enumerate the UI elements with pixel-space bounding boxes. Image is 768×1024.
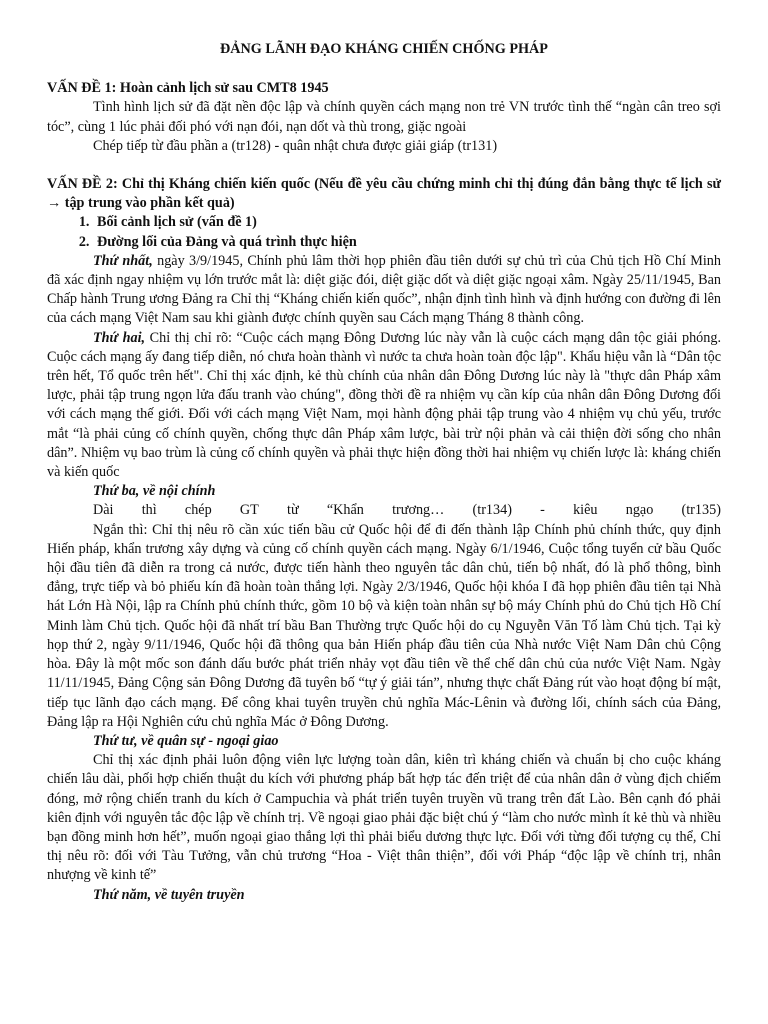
- second-point-paragraph: [47, 329, 721, 483]
- first-point-paragraph: [47, 252, 721, 329]
- fourth-point-text: Chỉ thị xác định phải luôn động viên lực lượng toàn dân, kiên trì kháng chiến và chuẩn bị cho cuộc kháng chiến lâu dài, phối hợp chiến thuật du kích với phương pháp bất hợp tác đến triệt để của nhân dân ở vùng địch chiếm đóng, mở rộng chiến tranh du kích ở Campuchia và phát triển tuyên truyền vũ trang trên đất Lào. Bên cạnh đó phải kiên định với nguyên tắc độc lập về chính trị. Về ngoại giao phải đặc biệt chú ý “làm cho nước mình ít kẻ thù và nhiều bạn đồng minh hơn hết”, muốn ngoại giao thắng lợi thì phải biểu dương thực lực. Đối với từng đối tượng cụ thể, Chỉ thị nêu rõ: đối với Tàu Tưởng, vẫn chủ trương “Hoa - Việt thân thiện”, đối với Pháp “độc lập về chính trị, nhân nhượng về kinh tế”: [47, 752, 721, 884]
- list-item: 1. Bối cảnh lịch sử (vấn đề 1): [93, 213, 721, 232]
- issue-1-heading: VẤN ĐỀ 1: Hoàn cảnh lịch sử sau CMT8 1945: [47, 80, 329, 97]
- third-point-short-text: Ngắn thì: Chỉ thị nêu rõ cần xúc tiến bầu cử Quốc hội để đi đến thành lập Chính phủ chính thức, quy định Hiến pháp, khẩn trương xây dựng và củng cố chính quyền cách mạng. Ngày 6/1/1946, Cuộc tổng tuyển cử bầu Quốc hội đầu tiên đã diễn ra trong cả nước, được tiến hành theo nguyên tắc dân chủ, tiến bộ nhất, đó là phổ thông, bình đẳng, trực tiếp và bỏ phiếu kín đã hoàn toàn thắng lợi. Ngày 2/3/1946, Quốc hội khóa I đã họp phiên đầu tiên tại Nhà hát Lớn Hà Nội, lập ra Chính phủ chính thức, gồm 10 bộ và kiện toàn nhân sự bộ máy Chính phủ do Chủ tịch Hồ Chí Minh làm Chủ tịch. Quốc hội đã nhất trí bầu Ban Thường trực Quốc hội do cụ Nguyễn Văn Tố làm Chủ tịch. Tại kỳ họp thứ 2, ngày 9/11/1946, Quốc hội đã thông qua bản Hiến pháp đầu tiên của Nhà nước Việt Nam Dân chủ Cộng hòa. Đây là một mốc son đánh dấu bước phát triển nhảy vọt đầu tiên về thể chế dân chủ của nước Việt Nam. Ngày 11/11/1945, Đảng Cộng sản Đông Dương đã tuyên bố “tự ý giải tán”, nhưng thực chất Đảng rút vào hoạt động bí mật, tiếp tục lãnh đạo cách mạng. Để công khai tuyên truyền chủ nghĩa Mác-Lênin và đường lối, chính sách của Đảng, Đảng lập ra Hội Nghiên cứu chủ nghĩa Mác ở Đông Dương.: [47, 521, 721, 730]
- note-word: trương…: [392, 502, 445, 519]
- spacer: [47, 156, 721, 175]
- note-word: -: [540, 502, 545, 519]
- issue-2-list: [47, 213, 721, 251]
- second-point-text: Chỉ thị chỉ rõ: “Cuộc cách mạng Đông Dương lúc này vẫn là cuộc cách mạng dân tộc giải phóng. Cuộc cách mạng ấy đang tiếp diễn, nó chưa hoàn thành vì nước ta chưa hoàn toàn độc lập". Khẩu hiệu vẫn là “Dân tộc trên hết, Tổ quốc trên hết". Chỉ thị xác định, kẻ thù chính của nhân dân Đông Dương lúc này là "thực dân Pháp xâm lược, phải tập trung ngọn lửa đấu tranh vào chúng", đồng thời đề ra nhiệm vụ cần kíp của nhân dân Đông Dương đối với cách mạng thế giới. Đối với cách mạng Việt Nam, mọi hành động phải tập trung vào 4 nhiệm vụ chủ yếu, trước mắt “là phải củng cố chính quyền, chống thực dân Pháp xâm lược, bài trừ nội phản và cải thiện đời sống cho nhân dân”. Nhiệm vụ bao trùm là củng cố chính quyền và phải thực hiện đồng thời hai nhiệm vụ chiến lược là: kháng chiến và kiến quốc: [47, 329, 722, 481]
- list-item: 2. Đường lối của Đảng và quá trình thực hiện: [93, 233, 721, 252]
- document-title: ĐẢNG LÃNH ĐẠO KHÁNG CHIẾN CHỐNG PHÁP: [220, 41, 548, 57]
- note-word: (tr134): [472, 502, 512, 519]
- issue-1-paragraph-2: Chép tiếp từ đầu phần a (tr128) - quân nhật chưa được giải giáp (tr131): [93, 137, 498, 154]
- note-word: thì: [141, 502, 157, 519]
- first-point-label: Thứ nhất,: [93, 252, 153, 269]
- issue-2-heading: VẤN ĐỀ 2: Chỉ thị Kháng chiến kiến quốc (Nếu đề yêu cầu chứng minh chỉ thị đúng đắn bằng thực tế lịch sử → tập trung vào phần kết quả): [47, 176, 721, 212]
- fifth-point-heading: Thứ năm, về tuyên truyền: [93, 886, 245, 903]
- third-point-heading: Thứ ba, về nội chính: [93, 483, 216, 500]
- note-word: “Khẩn: [326, 502, 364, 519]
- note-word: Dài: [93, 502, 114, 519]
- issue-1-paragraph-1: Tình hình lịch sử đã đặt nền độc lập và chính quyền cách mạng non trẻ VN trước tình thế “ngàn cân treo sợi tóc”, cùng 1 lúc phải đối phó với nạn đói, nạn dốt và thù trong, giặc ngoài: [47, 99, 721, 135]
- note-word: chép: [184, 502, 212, 519]
- note-word: (tr135): [681, 502, 721, 519]
- second-point-label: Thứ hai,: [93, 329, 146, 346]
- first-point-text: ngày 3/9/1945, Chính phủ lâm thời họp phiên đầu tiên dưới sự chủ trì của Chủ tịch Hồ Chí Minh đã xác định ngay nhiệm vụ lớn trước mắt là: diệt giặc đói, diệt giặc dốt và diệt giặc ngoại xâm. Ngày 25/11/1945, Ban Chấp hành Trung ương Đảng ra Chỉ thị “Kháng chiến kiến quốc”, nhận định tình hình và định hướng con đường đi lên của cách mạng Việt Nam sau khi giành được chính quyền sau Cách mạng Tháng 8 thành công.: [47, 252, 721, 327]
- fourth-point-heading: Thứ tư, về quân sự - ngoại giao: [93, 732, 279, 749]
- note-word: GT: [239, 502, 259, 519]
- note-word: kiêu: [573, 502, 598, 519]
- note-word: từ: [287, 502, 299, 519]
- third-point-long-note: [47, 501, 721, 520]
- note-word: ngạo: [625, 502, 654, 519]
